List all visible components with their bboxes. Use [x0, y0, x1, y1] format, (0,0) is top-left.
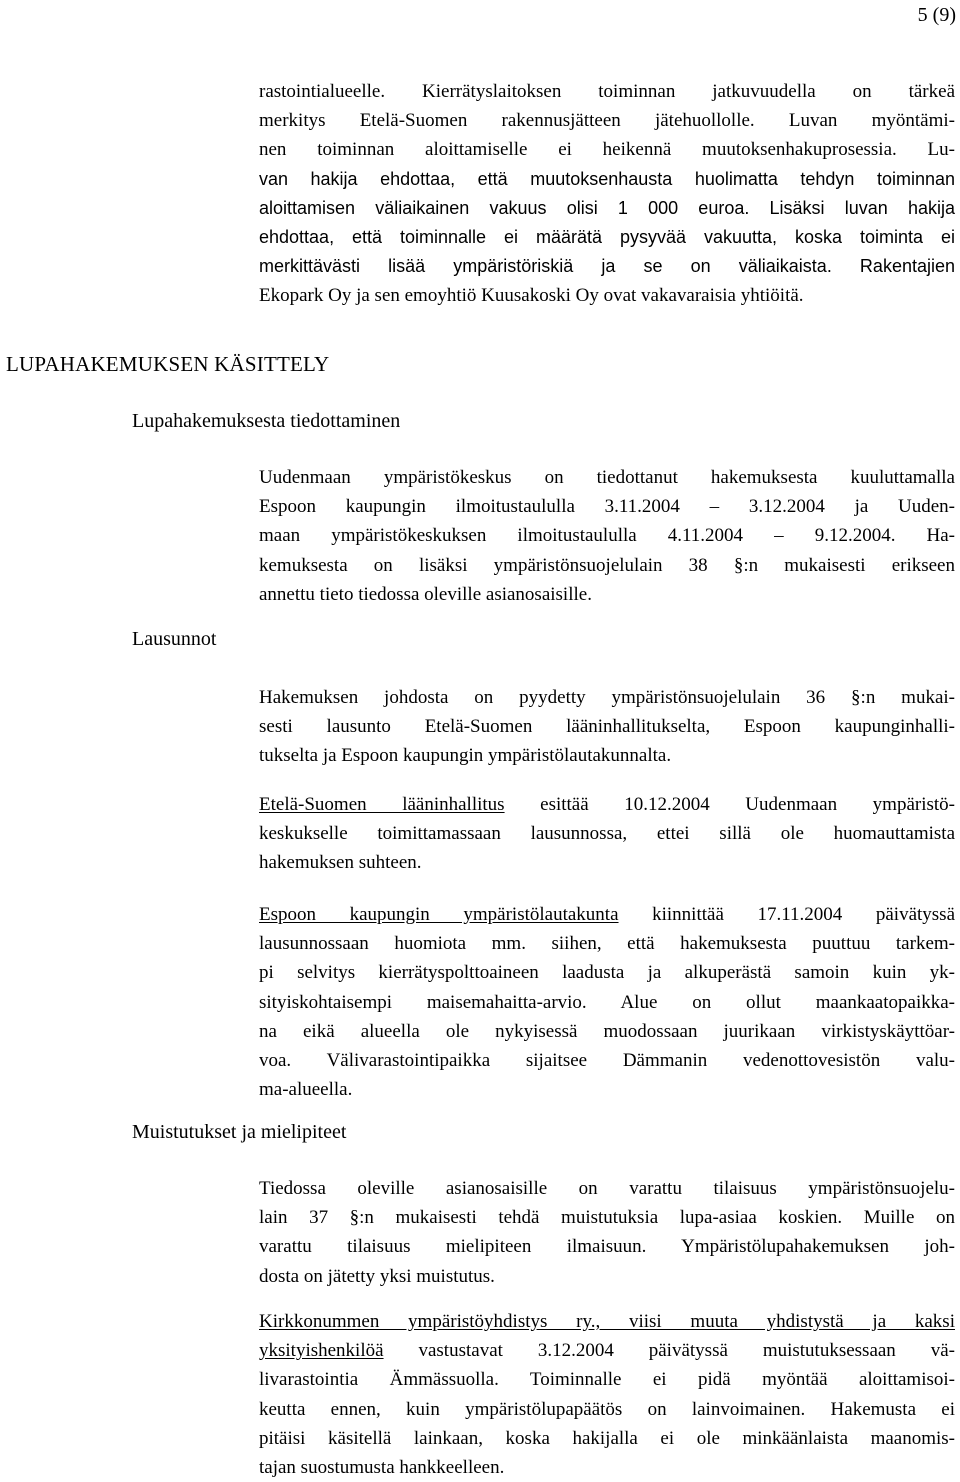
lausunnot-paragraph-1	[259, 683, 955, 771]
intro-line-6: ehdottaa, että toiminnalle ei määrätä pysyvää vakuutta, koska toiminta ei	[259, 226, 955, 247]
subheading-lausunnot: Lausunnot	[132, 628, 217, 650]
intro-line-7: merkittävästi lisää ympäristöriskiä ja se on väliaikaista. Rakentajien	[259, 256, 955, 277]
lausunnot-p3-line-4: sityiskohtaisempi maisemahaitta-arvio. Alue on ollut maankaatopaikka-	[259, 991, 955, 1013]
muistutukset-p1-line-1: Tiedossa oleville asianosaisille on varattu tilaisuus ympäristönsuojelu-	[259, 1178, 955, 1199]
page-number: 5 (9)	[917, 4, 956, 26]
intro-line-5: aloittamisen väliaikainen vakuus olisi 1 000 euroa. Lisäksi luvan hakija	[259, 197, 955, 218]
muistutukset-p2-link-1: Kirkkonummen ympäristöyhdistys ry., viisi muuta yhdistystä ja kaksi	[259, 1311, 955, 1332]
lausunnot-p3-line-6: voa. Välivarastointipaikka sijaitsee Dämmanin vedenottovesistön valu-	[259, 1049, 955, 1071]
lausunnot-p3-line-1	[259, 900, 955, 929]
intro-line-1: rastointialueelle. Kierrätyslaitoksen toiminnan jatkuvuudella on tärkeä	[259, 81, 955, 102]
lausunnot-p2-line-1	[259, 790, 955, 819]
lausunnot-p3-line-5: na eikä alueella ole nykyisessä muodossaan juurikaan virkistyskäyttöar-	[259, 1020, 955, 1042]
muistutukset-p1-line-2: lain 37 §:n mukaisesti tehdä muistutuksia lupa-asiaa koskien. Muille on	[259, 1207, 955, 1229]
lausunnot-p3-link: Espoon kaupungin ympäristölautakunta	[259, 904, 619, 925]
intro-line-3: nen toiminnan aloittamiselle ei heikennä muutoksenhakuprosessia. Lu-	[259, 139, 955, 161]
lausunnot-p3-line-1-rest: kiinnittää 17.11.2004 päivätyssä	[618, 904, 956, 925]
lausunnot-paragraph-3	[259, 900, 955, 1104]
lausunnot-p2-line-3: hakemuksen suhteen.	[259, 852, 422, 874]
intro-line-2: merkitys Etelä-Suomen rakennusjätteen jätehuollolle. Luvan myöntämi-	[259, 110, 955, 132]
lausunnot-p1-line-3: tukselta ja Espoon kaupungin ympäristölautakunnalta.	[259, 745, 672, 767]
muistutukset-p2-line-1	[259, 1307, 955, 1336]
lausunnot-paragraph-2	[259, 790, 955, 878]
lausunnot-p3-line-7: ma-alueella.	[259, 1079, 353, 1101]
lausunnot-p1-line-2: sesti lausunto Etelä-Suomen lääninhallitukselta, Espoon kaupunginhalli-	[259, 716, 955, 738]
muistutukset-paragraph-1	[259, 1174, 955, 1291]
muistutukset-p1-line-4: dosta on jätetty yksi muistutus.	[259, 1265, 495, 1287]
muistutukset-p2-link-2: yksityishenkilöä	[259, 1340, 384, 1362]
muistutukset-p2-line-2-rest: vastustavat 3.12.2004 päivätyssä muistutuksessaan vä-	[383, 1340, 955, 1362]
section-title: LUPAHAKEMUKSEN KÄSITTELY	[6, 352, 330, 376]
subheading-tiedottaminen: Lupahakemuksesta tiedottaminen	[132, 410, 401, 432]
tiedottaminen-line-5: annettu tieto tiedossa oleville asianosaisille.	[259, 583, 592, 605]
muistutukset-p2-line-4: keutta ennen, kuin ympäristölupapäätös on lainvoimainen. Hakemusta ei	[259, 1398, 955, 1420]
lausunnot-p2-line-1-rest: esittää 10.12.2004 Uudenmaan ympäristö-	[504, 794, 955, 815]
subheading-muistutukset: Muistutukset ja mielipiteet	[132, 1121, 347, 1143]
intro-line-8: Ekopark Oy ja sen emoyhtiö Kuusakoski Oy ovat vakavaraisia yhtiöitä.	[259, 285, 804, 307]
muistutukset-p2-line-5: pitäisi käsitellä lainkaan, koska hakijalla ei ole minkäänlaista maanomis-	[259, 1427, 955, 1449]
tiedottaminen-paragraph	[259, 463, 955, 609]
tiedottaminen-line-2: Espoon kaupungin ilmoitustaululla 3.11.2004 – 3.12.2004 ja Uuden-	[259, 496, 955, 518]
intro-line-4: van hakija ehdottaa, että muutoksenhausta huolimatta tehdyn toiminnan	[259, 168, 955, 189]
muistutukset-p2-line-6: tajan suostumusta hankkeelleen.	[259, 1456, 505, 1478]
lausunnot-p1-line-1: Hakemuksen johdosta on pyydetty ympäristönsuojelulain 36 §:n mukai-	[259, 687, 955, 708]
muistutukset-p1-line-3: varattu tilaisuus mielipiteen ilmaisuun. Ympäristölupahakemuksen joh-	[259, 1236, 955, 1258]
muistutukset-p2-line-2	[259, 1336, 955, 1365]
intro-paragraph	[259, 77, 955, 311]
tiedottaminen-line-3: maan ympäristökeskuksen ilmoitustaululla 4.11.2004 – 9.12.2004. Ha-	[259, 525, 955, 547]
tiedottaminen-line-1: Uudenmaan ympäristökeskus on tiedottanut hakemuksesta kuuluttamalla	[259, 467, 955, 488]
muistutukset-p2-line-3: livarastointia Ämmässuolla. Toiminnalle ei pidä myöntää aloittamisoi-	[259, 1369, 955, 1391]
tiedottaminen-line-4: kemuksesta on lisäksi ympäristönsuojelulain 38 §:n mukaisesti erikseen	[259, 554, 955, 576]
lausunnot-p3-line-2: lausunnossaan huomiota mm. siihen, että hakemuksesta puuttuu tarkem-	[259, 933, 955, 955]
lausunnot-p2-line-2: keskukselle toimittamassaan lausunnossa, ettei sillä ole huomauttamista	[259, 823, 955, 845]
lausunnot-p3-line-3: pi selvitys kierrätyspolttoaineen laadusta ja alkuperästä samoin kuin yk-	[259, 962, 955, 984]
muistutukset-paragraph-2	[259, 1307, 955, 1482]
lausunnot-p2-link: Etelä-Suomen lääninhallitus	[259, 794, 505, 815]
